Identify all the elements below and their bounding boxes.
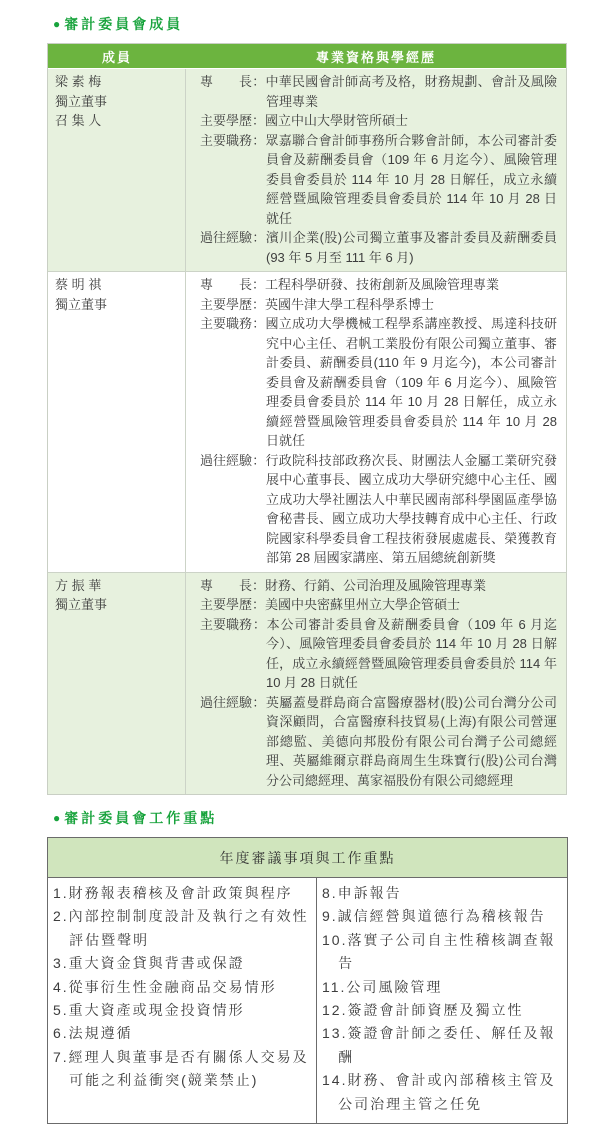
detail-entry-experience bbox=[200, 693, 557, 791]
work-item: 3.重大資金貸與背書或保證 bbox=[53, 955, 245, 972]
entry-colon: ： bbox=[252, 316, 266, 331]
work-column-right bbox=[316, 878, 567, 1123]
entry-label: 主要職務 bbox=[200, 616, 253, 632]
entry-value: 中華民國會計師高考及格，財務規劃、會計及風險管理專業 bbox=[265, 74, 557, 109]
entry-colon: ： bbox=[252, 113, 266, 128]
entry-colon: ： bbox=[252, 616, 267, 632]
detail-entry-education bbox=[200, 295, 557, 315]
member-name-line: 獨立董事 bbox=[55, 597, 108, 612]
entry-colon: ： bbox=[252, 694, 266, 710]
entry-label: 專 長 bbox=[200, 577, 253, 593]
work-focus-table bbox=[47, 837, 568, 1124]
detail-entry-position bbox=[200, 131, 557, 229]
entry-label: 主要學歷 bbox=[200, 296, 253, 312]
section-title-members: 審計委員會成員 bbox=[64, 16, 184, 32]
member-name-line: 蔡 明 祺 bbox=[55, 277, 102, 292]
work-item: 14.財務、會計或內部稽核主管及公司治理主管之任免 bbox=[322, 1072, 556, 1112]
detail-entry-experience bbox=[200, 451, 557, 568]
section-title-work-focus: 審計委員會工作重點 bbox=[64, 810, 218, 826]
member-detail-cell bbox=[186, 69, 566, 271]
entry-colon: ： bbox=[252, 597, 266, 612]
detail-entry-position bbox=[200, 314, 557, 451]
entry-label: 主要職務 bbox=[200, 132, 253, 148]
work-item: 4.從事衍生性金融商品交易情形 bbox=[53, 978, 277, 995]
entry-value: 眾嘉聯合會計師事務所合夥會計師，本公司審計委員會及薪酬委員會（109 年 6 月迄今）、風險管理委員會委員於 114 年 10 月 28 日解任，成立永續經營暨風險管理委員會委員於 114 年 10 月 28 日就任 bbox=[265, 132, 557, 226]
entry-label: 主要學歷 bbox=[200, 597, 253, 612]
work-item: 11.公司風險管理 bbox=[322, 978, 443, 995]
member-row bbox=[48, 573, 566, 795]
entry-label: 專 長 bbox=[200, 74, 253, 89]
detail-entry-position bbox=[200, 615, 557, 693]
entry-colon: ： bbox=[252, 452, 266, 468]
bullet-icon: ● bbox=[53, 17, 61, 31]
work-column-left bbox=[48, 878, 316, 1123]
entry-colon: ： bbox=[252, 132, 266, 148]
work-item: 12.簽證會計師資歷及獨立性 bbox=[322, 1002, 524, 1019]
work-item: 10.落實子公司自主性稽核調查報告 bbox=[322, 931, 556, 972]
member-name-cell bbox=[48, 573, 186, 795]
work-item: 13.簽證會計師之委任、解任及報酬 bbox=[322, 1025, 556, 1065]
work-item: 6.法規遵循 bbox=[53, 1025, 133, 1042]
entry-value: 本公司審計委員會及薪酬委員會（109 年 6 月迄今）、風險管理委員會委員於 114 年 10 月 28 日解任，成立永續經營暨風險管理委員會委員於 114 年 10 月 28 日就任 bbox=[266, 616, 557, 690]
member-name-cell bbox=[48, 272, 186, 572]
work-item: 7.經理人與董事是否有關係人交易及可能之利益衝突(競業禁止) bbox=[53, 1048, 309, 1089]
entry-label: 過往經驗 bbox=[200, 230, 253, 245]
detail-entry-education bbox=[200, 595, 557, 615]
entry-value: 英屬蓋曼群島商合富醫療器材(股)公司台灣分公司資深顧問，合富醫療科技貿易(上海)有限公司營運部總監、美德向邦股份有限公司台灣子公司總經理、英屬維爾京群島商周生生珠寶行(股)公司台灣分公司總經理、萬家福股份有限公司總經理 bbox=[265, 694, 557, 788]
work-item: 9.誠信經營與道德行為稽核報告 bbox=[322, 908, 546, 925]
detail-entry-specialty bbox=[200, 72, 557, 111]
member-name-line: 獨立董事 bbox=[55, 296, 108, 312]
entry-value: 英國牛津大學工程科學系博士 bbox=[265, 296, 435, 312]
bullet-icon: ● bbox=[53, 811, 61, 825]
member-name-line: 梁 素 梅 bbox=[55, 74, 102, 89]
detail-entry-specialty bbox=[200, 275, 557, 295]
entry-value: 濱川企業(股)公司獨立董事及審計委員及薪酬委員(93 年 5 月至 111 年 6 月) bbox=[265, 230, 557, 265]
entry-value: 美國中央密蘇里州立大學企管碩士 bbox=[265, 597, 461, 612]
entry-colon: ： bbox=[252, 74, 266, 89]
member-detail-cell bbox=[186, 573, 566, 795]
work-item: 5.重大資產或現金投資情形 bbox=[53, 1002, 245, 1019]
entry-label: 主要學歷 bbox=[200, 113, 253, 128]
entry-colon: ： bbox=[252, 577, 266, 593]
entry-value: 工程科學研發、技術創新及風險管理專業 bbox=[265, 277, 500, 292]
member-detail-cell bbox=[186, 272, 566, 572]
entry-label: 主要職務 bbox=[200, 316, 253, 331]
work-item: 2.內部控制制度設計及執行之有效性評估暨聲明 bbox=[53, 908, 309, 948]
section-heading-work-focus bbox=[53, 808, 567, 828]
member-row bbox=[48, 69, 566, 272]
members-table-header-row bbox=[48, 44, 566, 69]
work-table-body bbox=[48, 878, 567, 1123]
member-name-line: 方 振 華 bbox=[55, 577, 102, 593]
entry-label: 過往經驗 bbox=[200, 452, 253, 468]
member-row bbox=[48, 272, 566, 573]
entry-colon: ： bbox=[252, 296, 266, 312]
audit-members-table bbox=[47, 43, 567, 795]
member-name-line: 召 集 人 bbox=[55, 113, 102, 128]
work-focus-section bbox=[47, 808, 567, 1124]
entry-label: 專 長 bbox=[200, 277, 253, 292]
entry-colon: ： bbox=[252, 277, 266, 292]
work-item: 8.申訴報告 bbox=[322, 885, 402, 901]
entry-value: 財務、行銷、公司治理及風險管理專業 bbox=[265, 577, 487, 593]
entry-value: 行政院科技部政務次長、財團法人金屬工業研究發展中心董事長、國立成功大學研究總中心主任、國立成功大學社團法人中華民國南部科學園區產學協會秘書長、國立成功大學技轉育成中心主任、行政院國家科學委員會工程技術發展處處長、榮獲教育部第 28 屆國家講座、第五屆總統創新獎 bbox=[265, 452, 557, 565]
detail-entry-education bbox=[200, 111, 557, 131]
detail-entry-specialty bbox=[200, 576, 557, 596]
entry-value: 國立成功大學機械工程學系講座教授、馬達科技研究中心主任、君帆工業股份有限公司獨立董事、審計委員、薪酬委員(110 年 9 月迄今)，本公司審計委員會及薪酬委員會（109 年 6 月迄今）、風險管理委員會委員於 114 年 10 月 28 日解任，成立永續經營暨風險管理委員會委員於 114 年 10 月 28 日就任 bbox=[265, 316, 557, 448]
entry-label: 過往經驗 bbox=[200, 694, 253, 710]
work-item: 1.財務報表稽核及會計政策與程序 bbox=[53, 885, 293, 901]
work-table-header: 年度審議事項與工作重點 bbox=[48, 838, 567, 878]
entry-value: 國立中山大學財管所碩士 bbox=[265, 113, 409, 128]
section-heading-members bbox=[53, 14, 567, 34]
member-name-cell bbox=[48, 69, 186, 271]
member-name-line: 獨立董事 bbox=[55, 93, 108, 109]
entry-colon: ： bbox=[252, 230, 266, 245]
column-header-qualifications: 專業資格與學經歷 bbox=[315, 49, 436, 65]
detail-entry-experience bbox=[200, 228, 557, 267]
column-header-member: 成員 bbox=[101, 49, 132, 65]
